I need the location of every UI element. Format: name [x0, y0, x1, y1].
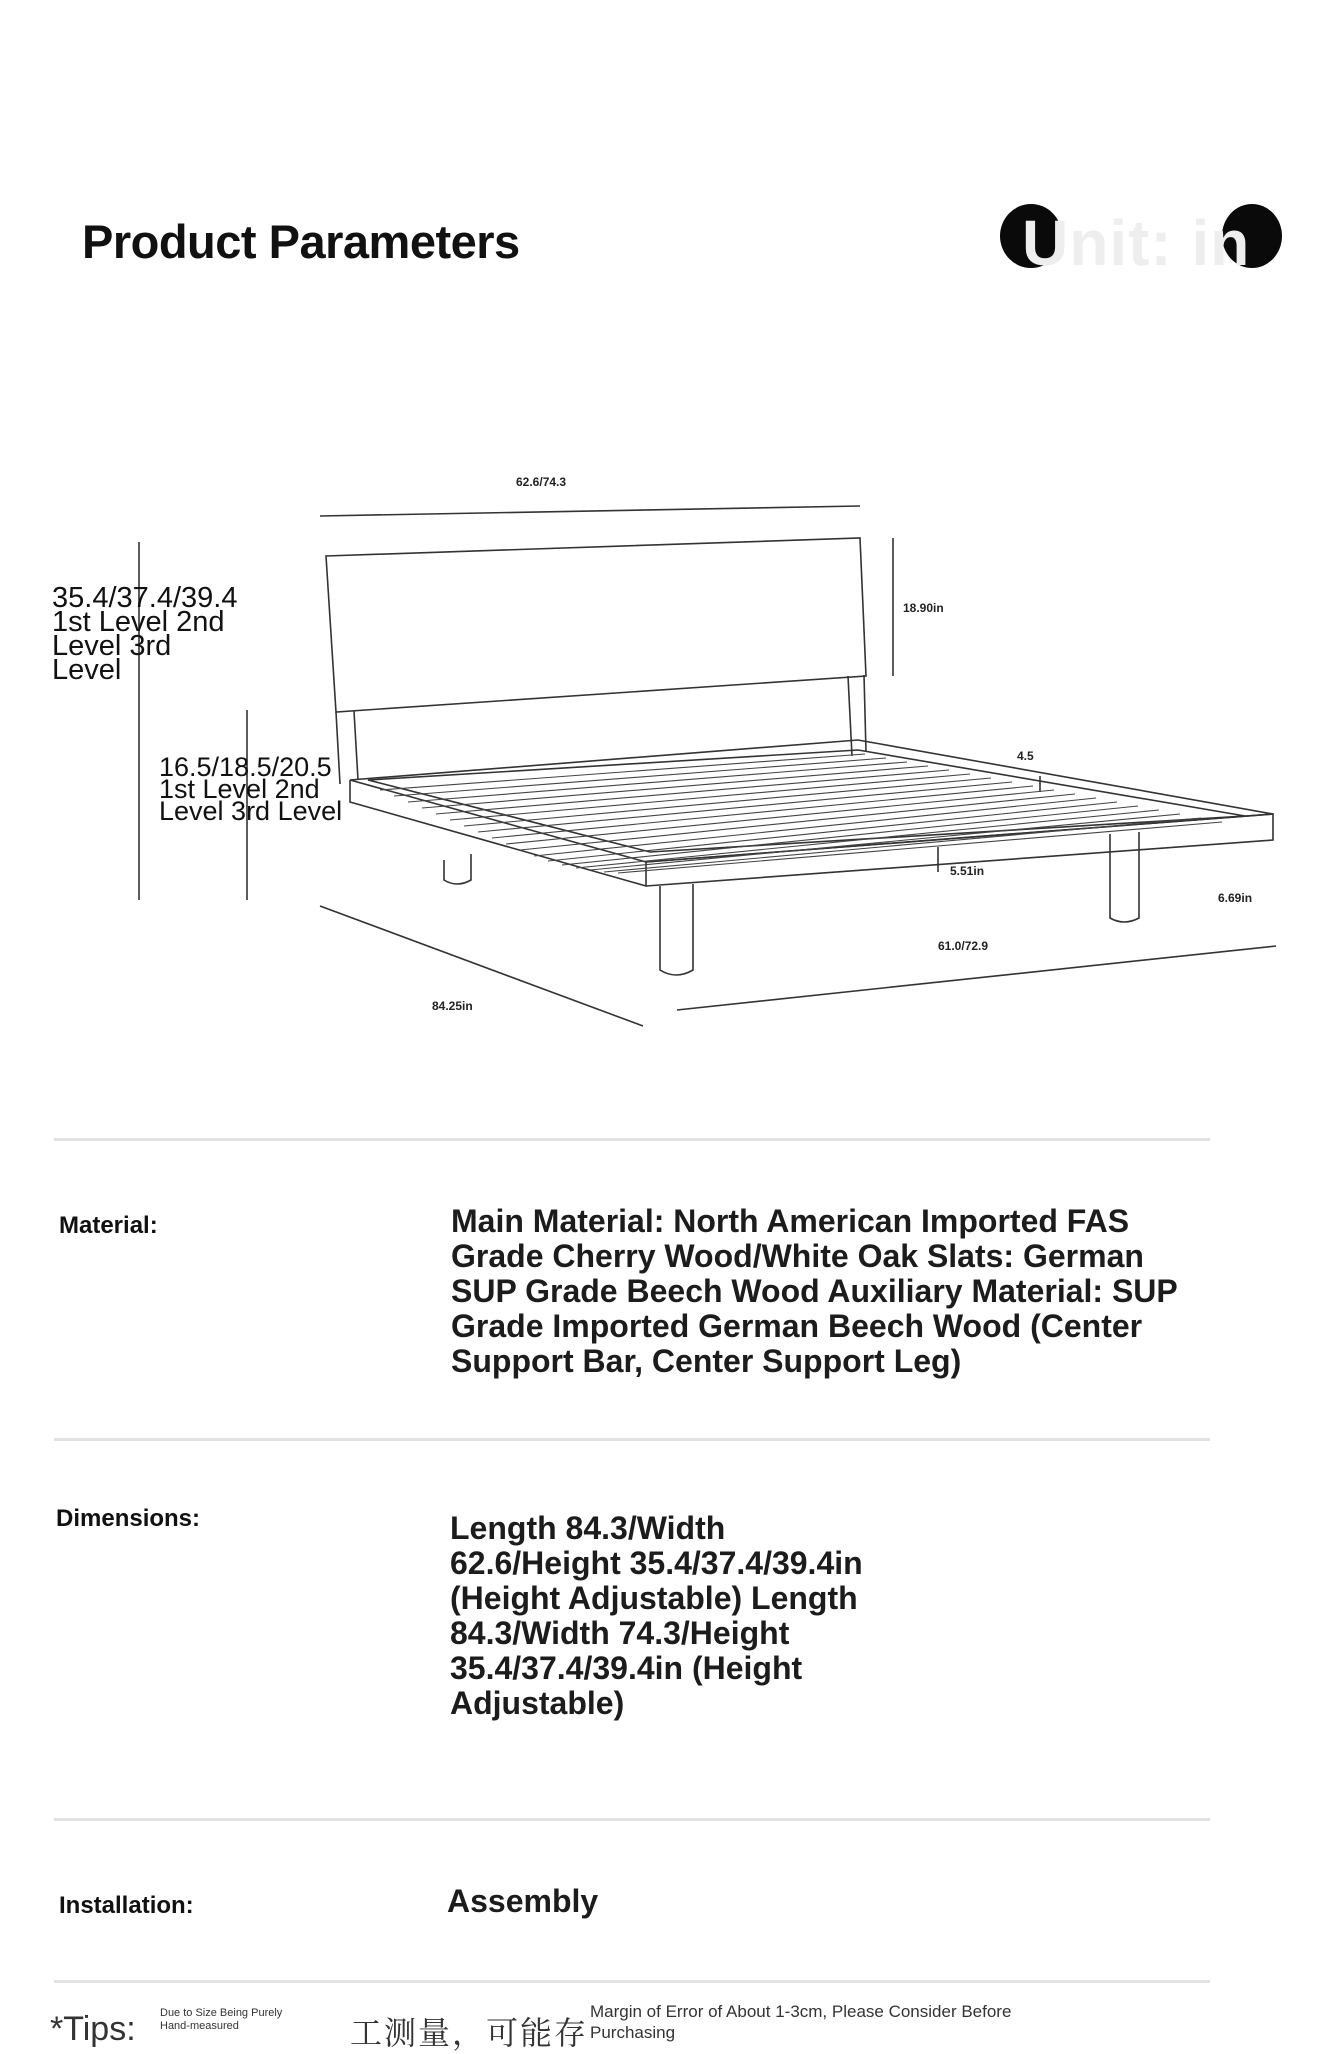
material-line: Main Material: North American Imported FAS	[451, 1203, 1130, 1239]
leg-back-left	[444, 854, 471, 884]
length-line	[320, 906, 643, 1026]
unit-badge	[1000, 198, 1285, 278]
tips-note-line: Purchasing	[590, 2023, 676, 2042]
bed-height-levels-1: 1st Level 2nd	[159, 774, 320, 804]
divider	[54, 1138, 1210, 1141]
dimensions-line: Length 84.3/Width	[450, 1510, 726, 1546]
width-bottom-line	[677, 946, 1276, 1010]
material-value	[451, 1204, 1178, 1379]
tips-note-line: Margin of Error of About 1-3cm, Please Consider Before	[590, 2002, 1012, 2021]
total-height-levels-1: 1st Level 2nd	[52, 606, 225, 638]
bed-height-values: 16.5/18.5/20.5	[159, 752, 332, 782]
bed-dimension-diagram	[0, 430, 1322, 1050]
dimensions-line: Adjustable)	[450, 1685, 625, 1721]
installation-value: Assembly	[447, 1883, 599, 1919]
material-line: Support Bar, Center Support Leg)	[451, 1343, 962, 1379]
divider	[54, 1438, 1210, 1441]
tips-small-note	[160, 2007, 282, 2033]
unit-label: Unit: in	[1022, 207, 1251, 279]
dimensions-line: (Height Adjustable) Length	[450, 1580, 858, 1616]
dim-width-bottom: 61.0/72.9	[938, 939, 989, 953]
tips-small-line: Due to Size Being Purely	[160, 2007, 283, 2019]
dimensions-line: 84.3/Width 74.3/Height	[450, 1615, 790, 1651]
installation-label: Installation:	[59, 1892, 194, 1919]
dim-headboard-height: 18.90in	[903, 601, 944, 615]
total-height-levels-3: Level	[52, 654, 122, 686]
bed-height-levels-2: Level 3rd Level	[159, 796, 343, 826]
total-height-levels-2: Level 3rd	[52, 630, 172, 662]
material-line: SUP Grade Beech Wood Auxiliary Material: SUP	[451, 1273, 1178, 1309]
tips-note	[590, 2001, 1011, 2043]
bed-height-label	[159, 752, 343, 826]
tips-prefix: *Tips:	[50, 2010, 136, 2048]
divider	[54, 1980, 1210, 1983]
dimensions-line: 35.4/37.4/39.4in (Height	[450, 1650, 803, 1686]
tips-chinese-text: 工测量，可能存	[350, 2015, 589, 2051]
material-line: Grade Cherry Wood/White Oak Slats: German	[451, 1238, 1144, 1274]
dim-rail-height: 5.51in	[950, 864, 985, 878]
dim-leg-height: 6.69in	[1218, 891, 1253, 905]
leg-front-right	[1110, 832, 1139, 922]
dim-width-top: 62.6/74.3	[516, 475, 567, 489]
dim-length: 84.25in	[432, 999, 473, 1013]
dimensions-line: 62.6/Height 35.4/37.4/39.4in	[450, 1545, 863, 1581]
headboard-posts	[336, 675, 866, 784]
total-height-label	[52, 582, 238, 686]
page-title: Product Parameters	[82, 215, 520, 268]
width-top-line	[320, 506, 860, 516]
dimensions-label: Dimensions:	[56, 1505, 201, 1532]
tips-small-line: Hand-measured	[160, 2020, 239, 2032]
material-label: Material:	[59, 1212, 158, 1239]
divider	[54, 1818, 1210, 1821]
material-line: Grade Imported German Beech Wood (Center	[451, 1308, 1143, 1344]
total-height-values: 35.4/37.4/39.4	[52, 582, 238, 614]
headboard	[326, 538, 866, 712]
dimensions-value	[450, 1511, 863, 1721]
leg-front-left	[660, 884, 693, 975]
tips-row	[50, 1996, 1310, 2051]
dim-side-rail: 4.5	[1017, 749, 1034, 763]
